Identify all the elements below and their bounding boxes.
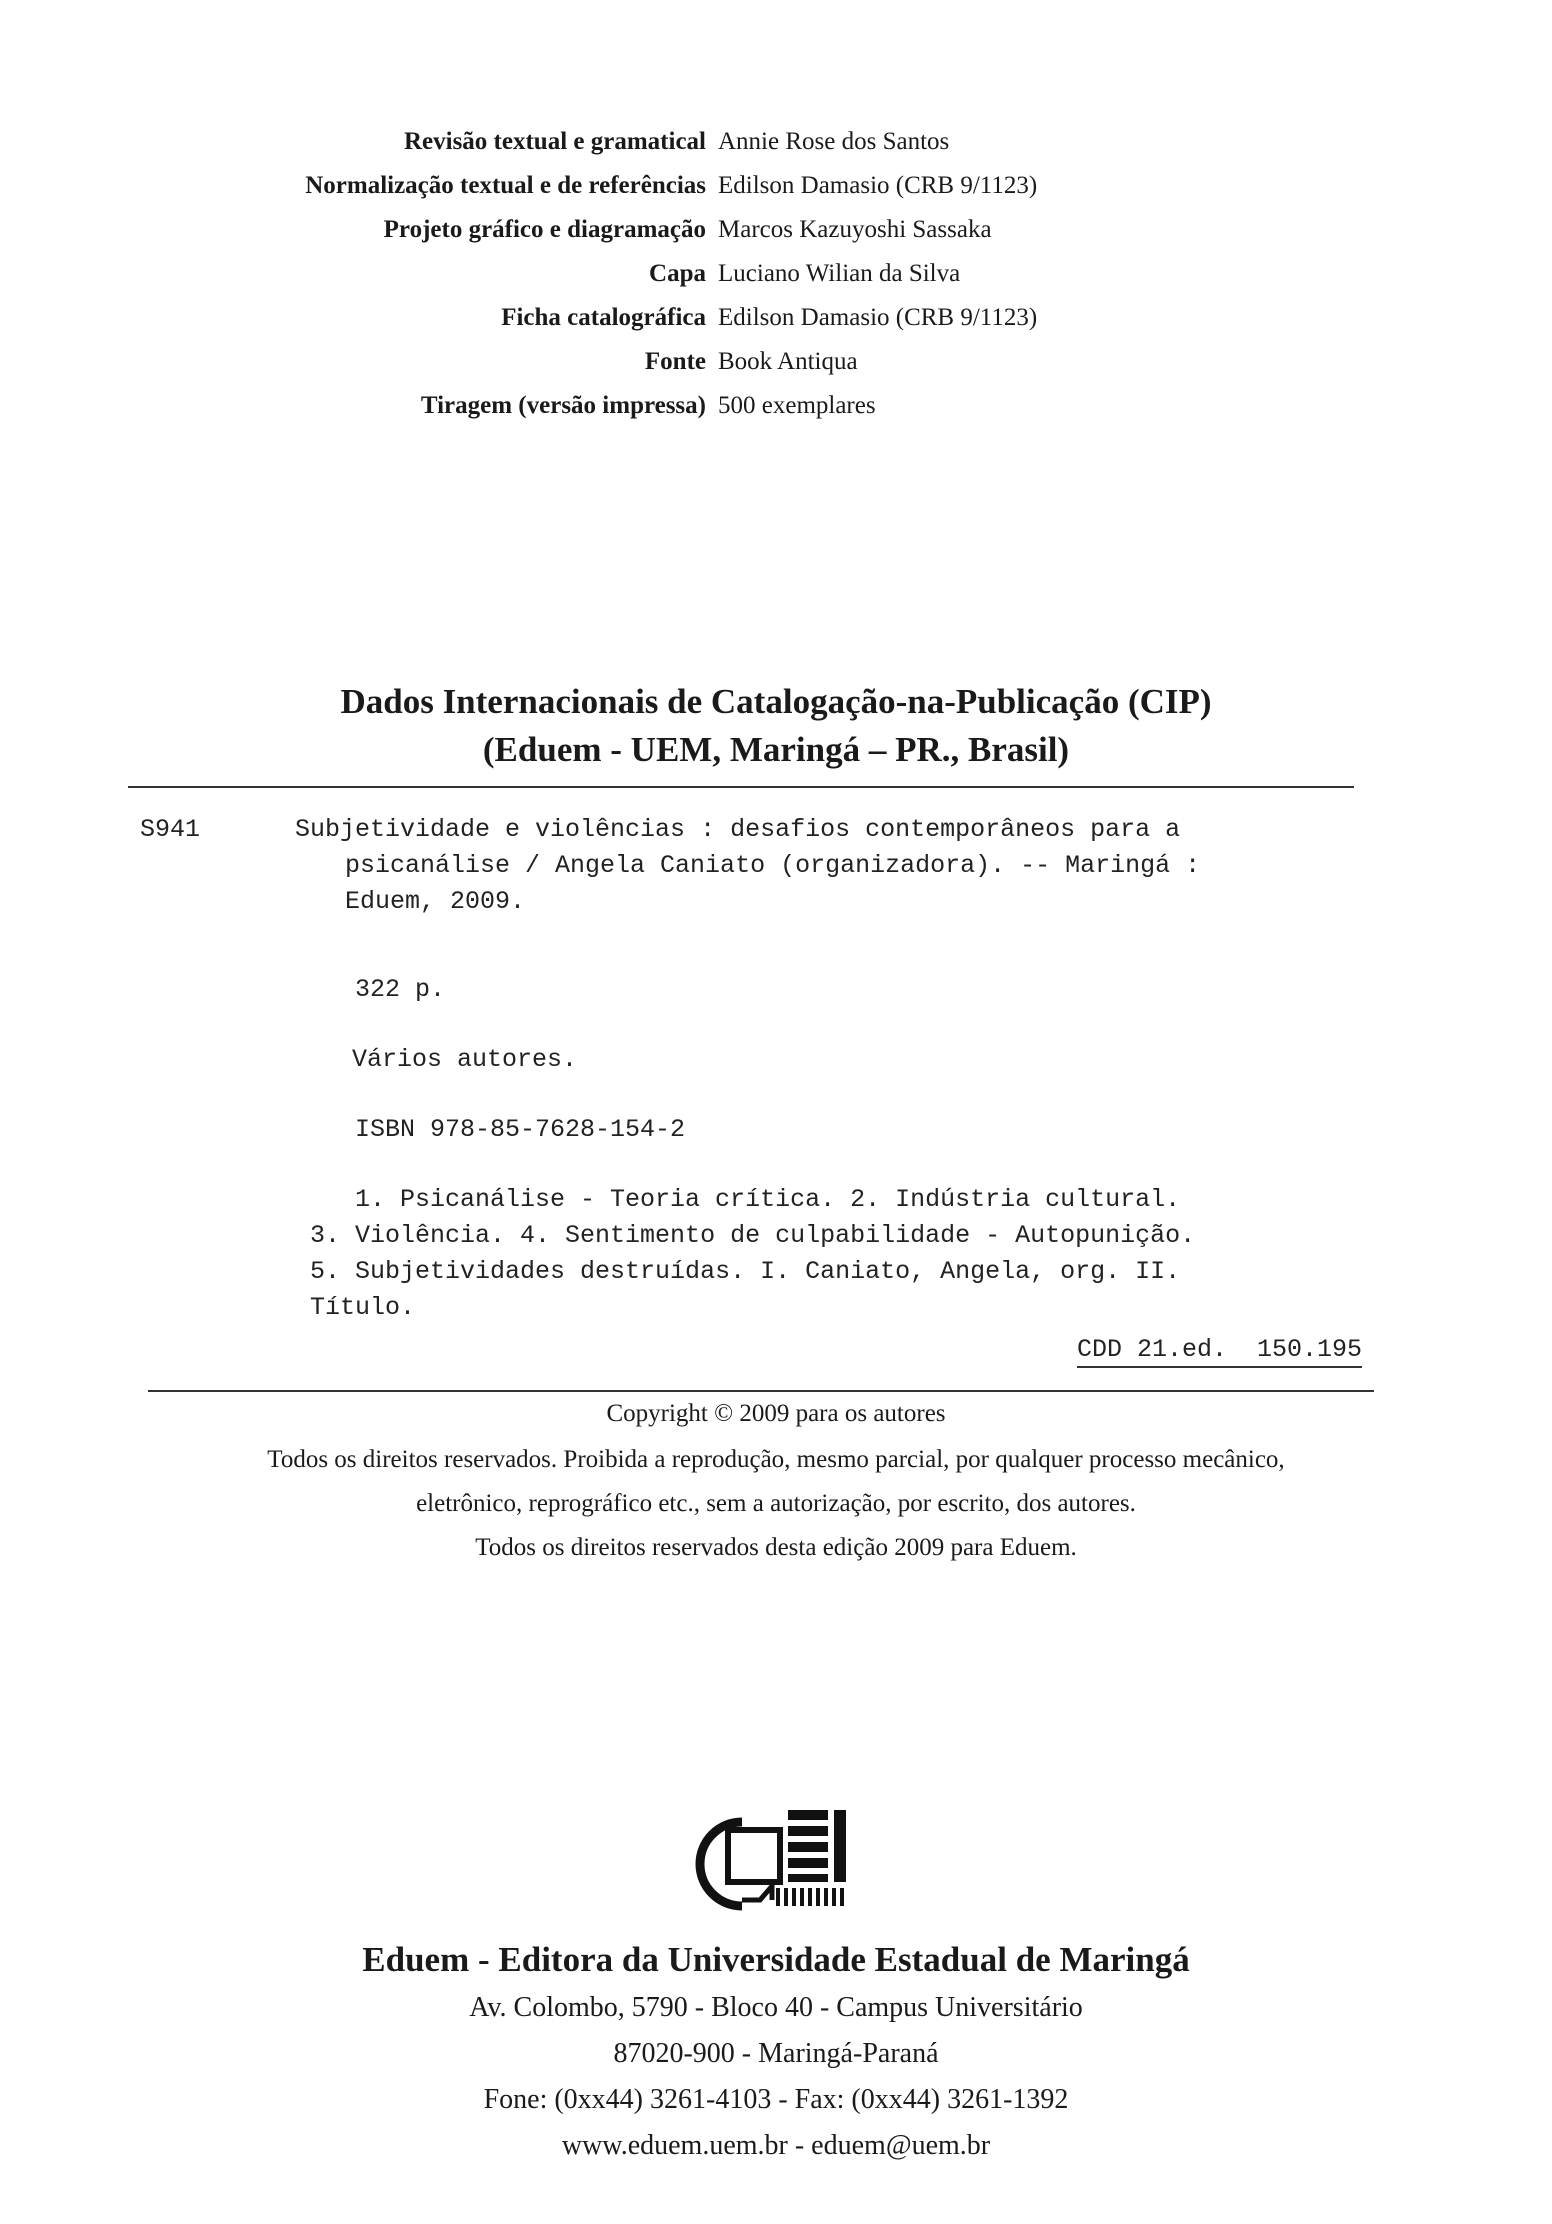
catalog-line: 322 p. <box>355 975 446 1004</box>
catalog-code: S941 <box>140 815 201 844</box>
catalog-line: ISBN 978-85-7628-154-2 <box>355 1115 686 1144</box>
catalog-line: psicanálise / Angela Caniato (organizadora). -- Maringá : <box>345 851 1201 880</box>
credit-value: 500 exemplares <box>718 392 876 419</box>
credit-label: Tiragem (versão impressa) <box>420 392 706 419</box>
rights-line: eletrônico, reprográfico etc., sem a autorização, por escrito, dos autores. <box>416 1490 1136 1517</box>
eduem-logo <box>680 1800 870 1930</box>
credit-label: Ficha catalográfica <box>501 304 706 331</box>
credit-label: Fonte <box>644 348 706 375</box>
credit-label: Projeto gráfico e diagramação <box>383 216 706 243</box>
credit-row <box>0 392 1552 436</box>
credit-label: Capa <box>649 260 706 287</box>
credit-row <box>0 216 1552 260</box>
catalog-line: 5. Subjetividades destruídas. I. Caniato, Angela, org. II. <box>310 1257 1181 1286</box>
rights-line: Todos os direitos reservados desta edição 2009 para Eduem. <box>475 1534 1077 1561</box>
credit-value: Edilson Damasio (CRB 9/1123) <box>718 172 1038 199</box>
publisher-city: 87020-900 - Maringá-Paraná <box>613 2038 939 2069</box>
credit-label: Normalização textual e de referências <box>305 172 706 199</box>
cdd-classification: CDD 21.ed. 150.195 <box>1077 1335 1362 1368</box>
cip-top-rule <box>128 786 1354 788</box>
catalog-line: Título. <box>310 1293 416 1322</box>
credits-list <box>0 128 1552 436</box>
credit-row <box>0 260 1552 304</box>
credit-value: Edilson Damasio (CRB 9/1123) <box>718 304 1038 331</box>
credit-value: Luciano Wilian da Silva <box>718 260 961 287</box>
catalog-line: 1. Psicanálise - Teoria crítica. 2. Indústria cultural. <box>355 1185 1181 1214</box>
credit-row <box>0 128 1552 172</box>
catalog-line: Eduem, 2009. <box>345 887 526 916</box>
cip-title-line1: Dados Internacionais de Catalogação-na-Publicação (CIP) <box>340 682 1212 721</box>
catalog-line: Subjetividade e violências : desafios contemporâneos para a <box>295 815 1181 844</box>
rights-line: Todos os direitos reservados. Proibida a reprodução, mesmo parcial, por qualquer processo mecânico, <box>267 1446 1285 1473</box>
credit-value: Book Antiqua <box>718 348 858 375</box>
publisher-web: www.eduem.uem.br - eduem@uem.br <box>561 2130 991 2161</box>
cip-title-line2: (Eduem - UEM, Maringá – PR., Brasil) <box>482 730 1070 769</box>
publisher-address: Av. Colombo, 5790 - Bloco 40 - Campus Universitário <box>469 1992 1083 2023</box>
publisher-phone: Fone: (0xx44) 3261-4103 - Fax: (0xx44) 3261-1392 <box>483 2084 1069 2115</box>
credit-value: Annie Rose dos Santos <box>718 128 950 155</box>
credit-row <box>0 304 1552 348</box>
copyright-line: Copyright © 2009 para os autores <box>606 1400 946 1427</box>
credit-label: Revisão textual e gramatical <box>403 128 706 155</box>
catalog-line: 3. Violência. 4. Sentimento de culpabilidade - Autopunição. <box>310 1221 1196 1250</box>
cip-bottom-rule <box>148 1390 1374 1392</box>
credit-value: Marcos Kazuyoshi Sassaka <box>718 216 992 243</box>
credit-row <box>0 172 1552 216</box>
catalog-line: Vários autores. <box>352 1045 578 1074</box>
publisher-name: Eduem - Editora da Universidade Estadual de Maringá <box>362 1940 1190 1979</box>
credit-row <box>0 348 1552 392</box>
